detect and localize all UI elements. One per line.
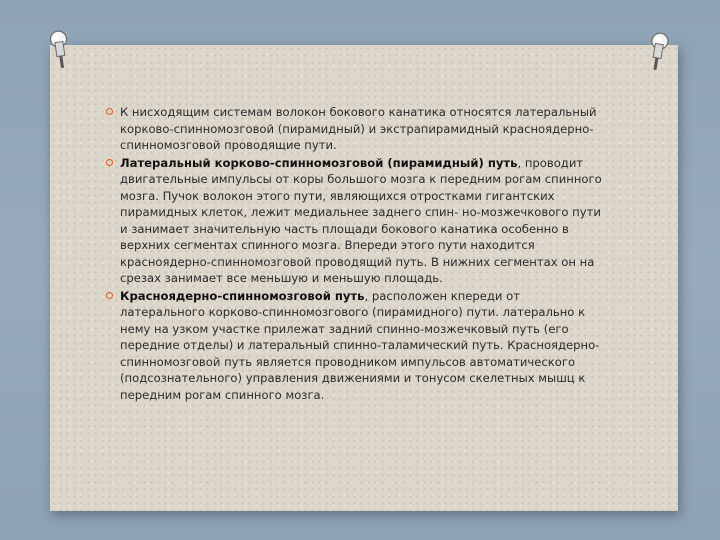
paragraph-bold-lead: Красноядерно-спинномозговой путь <box>120 288 365 303</box>
bullet-paragraph <box>106 288 604 404</box>
paragraph-text: К нисходящим системам волокон бокового канатика относятся латеральный корково-спинномозговой (пирамидный) и экстрапирамидный красноядерно-спинномозговой проводящие пути. <box>120 105 597 152</box>
bullet-icon <box>106 108 113 115</box>
bullet-icon <box>106 159 113 166</box>
paragraph-text: , расположен кпереди от латерального корково-спинномозгового (пирамидного) пути. латерально к нему на узком участке прилежат задний спинно-мозжечковый путь (его передние отделы) и латеральный спинно-таламический путь. Красноядерно-спинномозговой путь является проводником импульсов автоматического (подсознательного) управления движениями и тонусом скелетных мышц к передним рогам спинного мозга. <box>120 288 600 402</box>
bullet-paragraph <box>106 104 604 154</box>
bullet-paragraph <box>106 155 604 287</box>
paragraph-bold-lead: Латеральный корково-спинномозговой (пирамидный) путь <box>120 155 518 170</box>
bullet-icon <box>106 292 113 299</box>
pushpin-icon <box>47 29 72 71</box>
slide-text <box>106 104 604 404</box>
paragraph-text: , проводит двигательные импульсы от коры большого мозга к передним рогам спинного мозга. Пучок волокон этого пути, являющихся отростками гигантских пирамидных клеток, лежит медиальнее заднего спин- но-мозжечкового пути и занимает значительную часть площади бокового канатика особенно в верхних сегментах спинного мозга. Впереди этого пути находится красноядерно-спинномозговой проводящий путь. В нижних сегментах он на срезах занимает все меньшую и меньшую площадь. <box>120 155 602 285</box>
